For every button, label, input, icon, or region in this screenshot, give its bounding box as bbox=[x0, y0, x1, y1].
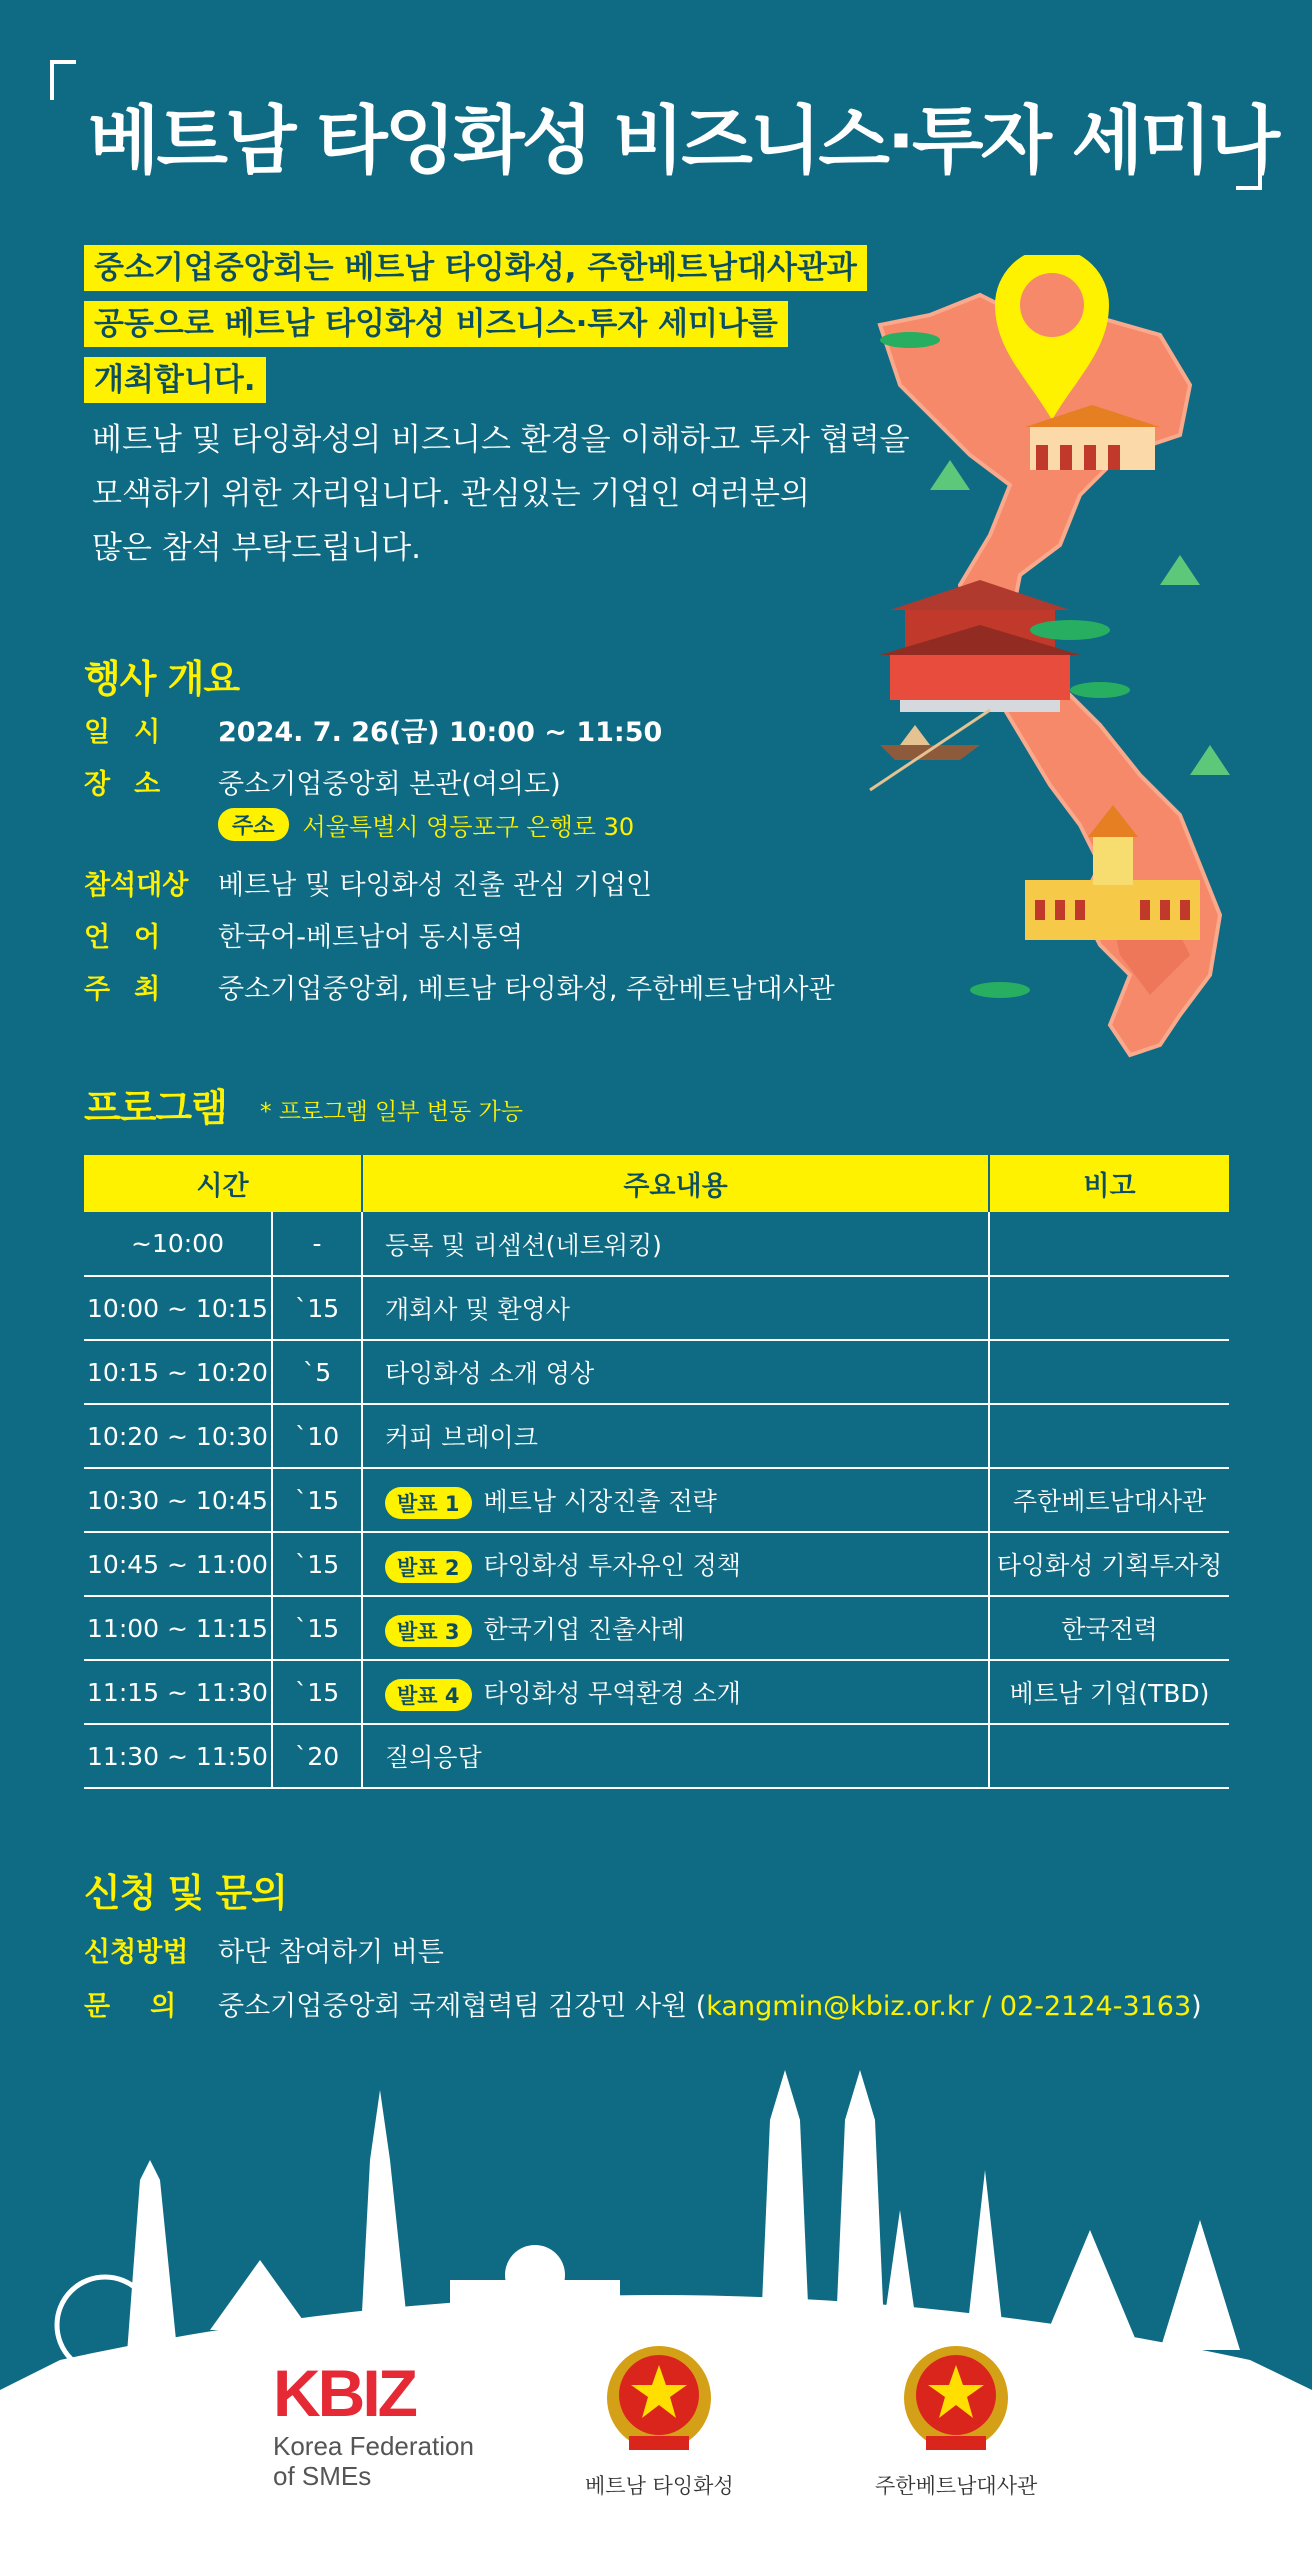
row-content bbox=[362, 1724, 989, 1788]
overview-row bbox=[84, 920, 844, 956]
row-time: 10:00 ~ 10:15 bbox=[84, 1276, 272, 1340]
address-row bbox=[218, 807, 844, 842]
header-time: 시간 bbox=[84, 1155, 362, 1212]
address-tag: 주소 bbox=[218, 808, 289, 841]
apply-row bbox=[84, 1935, 1202, 1971]
overview-row bbox=[84, 972, 844, 1008]
table-row bbox=[84, 1340, 1229, 1404]
row-content bbox=[362, 1340, 989, 1404]
table-row bbox=[84, 1532, 1229, 1596]
vietnam-emblem-icon bbox=[891, 2340, 1021, 2460]
host-label: 주최 bbox=[84, 974, 185, 1005]
address-value: 서울특별시 영등포구 은행로 30 bbox=[302, 813, 635, 841]
table-row bbox=[84, 1468, 1229, 1532]
row-content bbox=[362, 1596, 989, 1660]
row-content-text: 베트남 시장진출 전략 bbox=[483, 1486, 717, 1516]
table-row bbox=[84, 1660, 1229, 1724]
row-note bbox=[989, 1340, 1229, 1404]
method-value: 하단 참여하기 버튼 bbox=[218, 1937, 444, 1968]
row-content bbox=[362, 1404, 989, 1468]
page-title: 베트남 타잉화성 비즈니스·투자 세미나 bbox=[88, 98, 1278, 184]
row-time: ~10:00 bbox=[84, 1212, 272, 1276]
place-label: 장소 bbox=[84, 769, 185, 800]
language-value: 한국어-베트남어 동시통역 bbox=[218, 922, 524, 953]
emblem-block bbox=[585, 2340, 734, 2500]
title-block bbox=[50, 60, 1278, 190]
header-content: 주요내용 bbox=[362, 1155, 989, 1212]
row-note bbox=[989, 1724, 1229, 1788]
row-content bbox=[362, 1468, 989, 1532]
emblem-block bbox=[875, 2340, 1037, 2500]
row-content-text: 질의응답 bbox=[385, 1743, 482, 1772]
row-note bbox=[989, 1212, 1229, 1276]
row-duration: `20 bbox=[272, 1724, 362, 1788]
bracket-left bbox=[50, 60, 76, 100]
row-content bbox=[362, 1212, 989, 1276]
table-header-row bbox=[84, 1155, 1229, 1212]
row-content bbox=[362, 1532, 989, 1596]
row-note bbox=[989, 1404, 1229, 1468]
presentation-badge: 발표 2 bbox=[385, 1551, 472, 1583]
row-duration: `15 bbox=[272, 1532, 362, 1596]
intro-highlight-line: 공동으로 베트남 타잉화성 비즈니스·투자 세미나를 bbox=[84, 301, 788, 347]
apply-row bbox=[84, 1989, 1202, 2025]
row-time: 10:20 ~ 10:30 bbox=[84, 1404, 272, 1468]
header-note: 비고 bbox=[989, 1155, 1229, 1212]
kbiz-logo-block bbox=[273, 2355, 474, 2491]
apply-heading: 신청 및 문의 bbox=[84, 1871, 287, 1915]
intro-text bbox=[84, 245, 910, 575]
overview-row bbox=[84, 767, 844, 803]
boat-icon bbox=[870, 710, 990, 790]
row-time: 11:15 ~ 11:30 bbox=[84, 1660, 272, 1724]
table-row bbox=[84, 1404, 1229, 1468]
pagoda-icon bbox=[880, 580, 1080, 712]
place-value: 중소기업중앙회 본관(여의도) bbox=[218, 769, 561, 800]
table-row bbox=[84, 1724, 1229, 1788]
overview-heading: 행사 개요 bbox=[84, 657, 240, 701]
presentation-badge: 발표 3 bbox=[385, 1615, 472, 1647]
row-duration: `5 bbox=[272, 1340, 362, 1404]
emblem-label: 주한베트남대사관 bbox=[875, 2474, 1038, 2498]
mosque-dome-shape bbox=[505, 2245, 565, 2305]
row-time: 10:45 ~ 11:00 bbox=[84, 1532, 272, 1596]
overview-row bbox=[84, 868, 844, 904]
row-duration: `10 bbox=[272, 1404, 362, 1468]
row-duration: `15 bbox=[272, 1596, 362, 1660]
date-value: 2024. 7. 26(금) 10:00 ~ 11:50 bbox=[218, 717, 663, 748]
row-time: 11:30 ~ 11:50 bbox=[84, 1724, 272, 1788]
row-content-text: 커피 브레이크 bbox=[385, 1423, 538, 1452]
row-duration: - bbox=[272, 1212, 362, 1276]
row-note: 주한베트남대사관 bbox=[989, 1468, 1229, 1532]
intro-line: 베트남 및 타잉화성의 비즈니스 환경을 이해하고 투자 협력을 bbox=[92, 422, 910, 458]
date-label: 일시 bbox=[84, 717, 185, 748]
program-note: * 프로그램 일부 변동 가능 bbox=[260, 1099, 523, 1125]
kbiz-subtitle: of SMEs bbox=[273, 2461, 372, 2491]
program-table bbox=[84, 1155, 1229, 1789]
row-duration: `15 bbox=[272, 1276, 362, 1340]
temple-shape bbox=[1160, 2220, 1240, 2350]
row-time: 11:00 ~ 11:15 bbox=[84, 1596, 272, 1660]
presentation-badge: 발표 1 bbox=[385, 1487, 472, 1519]
target-value: 베트남 및 타잉화성 진출 관심 기업인 bbox=[218, 870, 653, 901]
row-note: 타잉화성 기획투자청 bbox=[989, 1532, 1229, 1596]
row-note: 한국전력 bbox=[989, 1596, 1229, 1660]
intro-line: 많은 참석 부탁드립니다. bbox=[92, 530, 422, 566]
intro-highlight-line: 중소기업중앙회는 베트남 타잉화성, 주한베트남대사관과 bbox=[84, 245, 867, 291]
intro-line: 모색하기 위한 자리입니다. 관심있는 기업인 여러분의 bbox=[92, 476, 810, 512]
overview-row bbox=[84, 715, 844, 751]
vietnam-map-illustration bbox=[860, 255, 1260, 1085]
vietnam-emblem-icon bbox=[594, 2340, 724, 2460]
row-duration: `15 bbox=[272, 1468, 362, 1532]
row-note bbox=[989, 1276, 1229, 1340]
kbiz-logo: KBIZ bbox=[273, 2356, 415, 2430]
row-content-text: 개회사 및 환영사 bbox=[385, 1295, 570, 1324]
overview-block bbox=[84, 715, 844, 1024]
table-row bbox=[84, 1212, 1229, 1276]
kbiz-subtitle: Korea Federation bbox=[273, 2431, 474, 2461]
intro-highlight-line: 개최합니다. bbox=[84, 357, 266, 403]
target-label: 참석대상 bbox=[84, 870, 189, 901]
row-content bbox=[362, 1276, 989, 1340]
bracket-right bbox=[1236, 150, 1262, 190]
presentation-badge: 발표 4 bbox=[385, 1679, 472, 1711]
contact-label: 문의 bbox=[84, 1991, 217, 2022]
row-content-text: 타잉화성 소개 영상 bbox=[385, 1359, 595, 1388]
contact-close: ) bbox=[1191, 1991, 1202, 2022]
emblem-label: 베트남 타잉화성 bbox=[585, 2474, 734, 2498]
method-label: 신청방법 bbox=[84, 1937, 189, 1968]
row-content-text: 타잉화성 투자유인 정책 bbox=[483, 1550, 741, 1580]
row-content bbox=[362, 1660, 989, 1724]
row-note: 베트남 기업(TBD) bbox=[989, 1660, 1229, 1724]
host-value: 중소기업중앙회, 베트남 타잉화성, 주한베트남대사관 bbox=[218, 974, 835, 1005]
program-heading: 프로그램 bbox=[84, 1086, 227, 1130]
contact-value: 중소기업중앙회 국제협력팀 김강민 사원 ( bbox=[218, 1991, 707, 2022]
row-content-text: 등록 및 리셉션(네트워킹) bbox=[385, 1230, 662, 1260]
contact-email-phone[interactable]: kangmin@kbiz.or.kr / 02-2124-3163 bbox=[706, 1991, 1192, 2022]
table-row bbox=[84, 1596, 1229, 1660]
row-content-text: 한국기업 진출사례 bbox=[483, 1614, 685, 1644]
row-content-text: 타잉화성 무역환경 소개 bbox=[483, 1678, 741, 1708]
row-duration: `15 bbox=[272, 1660, 362, 1724]
row-time: 10:15 ~ 10:20 bbox=[84, 1340, 272, 1404]
apply-block bbox=[84, 1935, 1202, 2043]
language-label: 언어 bbox=[84, 922, 185, 953]
table-row bbox=[84, 1276, 1229, 1340]
row-time: 10:30 ~ 10:45 bbox=[84, 1468, 272, 1532]
